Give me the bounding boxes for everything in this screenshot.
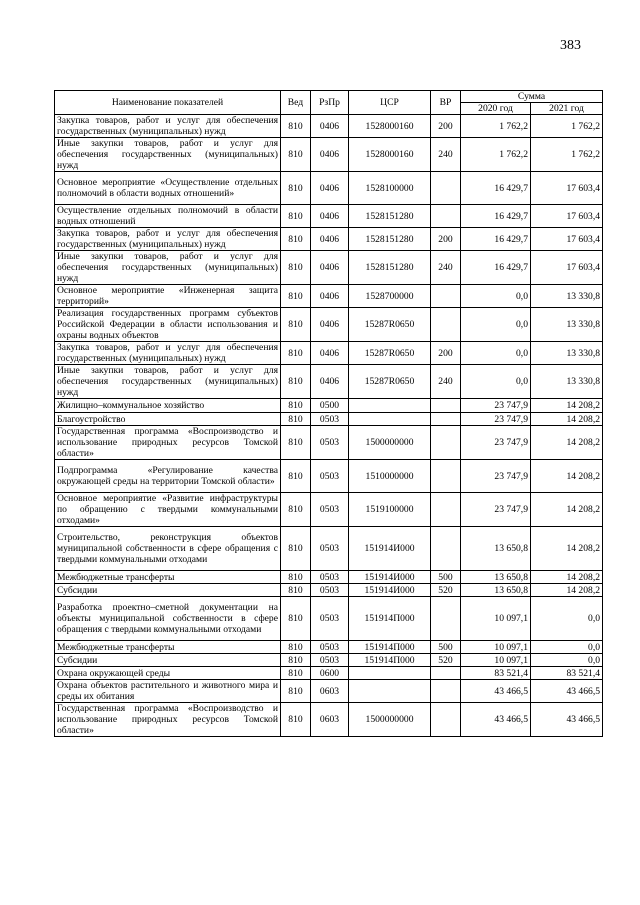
cell-rzpr: 0406 [311,138,349,172]
cell-y2020: 43 466,5 [461,680,531,703]
cell-csr [349,399,431,413]
cell-vr [431,413,461,426]
cell-name: Основное мероприятие «Осуществление отдельных полномочий в области водных отношений» [55,172,281,205]
cell-rzpr: 0603 [311,680,349,703]
cell-y2020: 0,0 [461,342,531,365]
cell-y2020: 0,0 [461,365,531,399]
cell-csr: 15287R0650 [349,342,431,365]
cell-y2020: 10 097,1 [461,641,531,654]
cell-rzpr: 0503 [311,571,349,584]
cell-rzpr: 0503 [311,527,349,571]
cell-ved: 810 [281,584,311,597]
cell-csr: 1500000000 [349,426,431,460]
cell-ved: 810 [281,667,311,680]
cell-vr: 520 [431,654,461,667]
cell-ved: 810 [281,342,311,365]
cell-name: Государственная программа «Воспроизводство и использование природных ресурсов Томской области» [55,426,281,460]
cell-vr: 500 [431,641,461,654]
cell-csr: 1528100000 [349,172,431,205]
cell-csr: 1510000000 [349,460,431,493]
cell-ved: 810 [281,285,311,308]
cell-y2021: 1 762,2 [531,138,603,172]
cell-y2020: 1 762,2 [461,115,531,138]
cell-rzpr: 0406 [311,365,349,399]
cell-rzpr: 0406 [311,228,349,251]
cell-vr: 500 [431,571,461,584]
table-row [55,228,603,251]
cell-csr [349,680,431,703]
cell-y2021: 17 603,4 [531,228,603,251]
cell-vr: 200 [431,228,461,251]
cell-name: Субсидии [55,584,281,597]
cell-rzpr: 0503 [311,413,349,426]
cell-ved: 810 [281,703,311,737]
cell-ved: 810 [281,308,311,342]
cell-y2020: 10 097,1 [461,654,531,667]
cell-ved: 810 [281,228,311,251]
table-row [55,571,603,584]
cell-vr [431,597,461,641]
cell-ved: 810 [281,460,311,493]
table-row [55,703,603,737]
table-row [55,138,603,172]
cell-y2021: 17 603,4 [531,251,603,285]
cell-ved: 810 [281,641,311,654]
cell-vr [431,667,461,680]
table-row [55,667,603,680]
cell-ved: 810 [281,493,311,527]
cell-y2021: 13 330,8 [531,365,603,399]
cell-y2020: 16 429,7 [461,172,531,205]
cell-vr: 200 [431,115,461,138]
cell-y2021: 14 208,2 [531,584,603,597]
cell-ved: 810 [281,413,311,426]
table-row [55,527,603,571]
cell-rzpr: 0503 [311,641,349,654]
cell-ved: 810 [281,571,311,584]
cell-csr: 1528151280 [349,251,431,285]
cell-y2021: 1 762,2 [531,115,603,138]
cell-rzpr: 0503 [311,426,349,460]
cell-y2020: 23 747,9 [461,493,531,527]
cell-rzpr: 0406 [311,342,349,365]
cell-csr: 1528000160 [349,115,431,138]
table-row [55,413,603,426]
cell-y2021: 83 521,4 [531,667,603,680]
cell-csr: 15287R0650 [349,308,431,342]
cell-y2021: 17 603,4 [531,172,603,205]
cell-vr [431,285,461,308]
cell-vr [431,308,461,342]
cell-rzpr: 0500 [311,399,349,413]
header-year-2020: 2020 год [461,103,531,115]
table-row [55,251,603,285]
cell-y2020: 1 762,2 [461,138,531,172]
cell-y2021: 17 603,4 [531,205,603,228]
cell-name: Межбюджетные трансферты [55,571,281,584]
cell-y2020: 43 466,5 [461,703,531,737]
header-year-2021: 2021 год [531,103,603,115]
cell-rzpr: 0406 [311,308,349,342]
cell-y2020: 16 429,7 [461,228,531,251]
cell-name: Подпрограмма «Регулирование качества окружающей среды на территории Томской области» [55,460,281,493]
cell-csr [349,413,431,426]
cell-y2020: 13 650,8 [461,584,531,597]
cell-csr: 1528700000 [349,285,431,308]
cell-csr: 151914И000 [349,584,431,597]
cell-name: Разработка проектно–сметной документации на объекты муниципальной собственности в сфере обращения с твердыми коммунальными отходами [55,597,281,641]
cell-y2021: 14 208,2 [531,493,603,527]
cell-y2020: 10 097,1 [461,597,531,641]
cell-name: Реализация государственных программ субъектов Российской Федерации в области использования и охраны водных объектов [55,308,281,342]
cell-rzpr: 0600 [311,667,349,680]
header-csr: ЦСР [349,91,431,115]
table-row [55,680,603,703]
table-row [55,365,603,399]
cell-vr [431,399,461,413]
cell-y2020: 23 747,9 [461,426,531,460]
table-row [55,641,603,654]
cell-y2021: 13 330,8 [531,285,603,308]
cell-name: Благоустройство [55,413,281,426]
cell-y2021: 14 208,2 [531,527,603,571]
cell-ved: 810 [281,527,311,571]
cell-name: Межбюджетные трансферты [55,641,281,654]
table-row [55,308,603,342]
cell-name: Охрана объектов растительного и животного мира и среды их обитания [55,680,281,703]
cell-vr: 240 [431,365,461,399]
cell-rzpr: 0406 [311,285,349,308]
table-row [55,426,603,460]
cell-y2020: 13 650,8 [461,527,531,571]
cell-vr [431,703,461,737]
table-row [55,205,603,228]
cell-y2020: 0,0 [461,285,531,308]
table-row [55,654,603,667]
header-ved: Вед [281,91,311,115]
cell-vr [431,493,461,527]
cell-name: Закупка товаров, работ и услуг для обеспечения государственных (муниципальных) нужд [55,115,281,138]
table-row [55,493,603,527]
cell-vr: 200 [431,342,461,365]
cell-y2021: 0,0 [531,641,603,654]
budget-table [54,90,603,737]
cell-name: Иные закупки товаров, работ и услуг для обеспечения государственных (муниципальных) нужд [55,138,281,172]
cell-csr: 1528000160 [349,138,431,172]
cell-rzpr: 0406 [311,205,349,228]
table-row [55,285,603,308]
cell-csr: 151914П000 [349,641,431,654]
cell-vr: 240 [431,138,461,172]
cell-vr: 240 [431,251,461,285]
table-row [55,172,603,205]
cell-name: Иные закупки товаров, работ и услуг для обеспечения государственных (муниципальных) нужд [55,365,281,399]
table-row [55,460,603,493]
header-rzpr: РзПр [311,91,349,115]
cell-y2020: 23 747,9 [461,399,531,413]
header-name: Наименование показателей [55,91,281,115]
table-row [55,597,603,641]
cell-ved: 810 [281,597,311,641]
cell-vr: 520 [431,584,461,597]
cell-ved: 810 [281,138,311,172]
cell-csr: 151914П000 [349,597,431,641]
header-vr: ВР [431,91,461,115]
cell-name: Жилищно–коммунальное хозяйство [55,399,281,413]
cell-ved: 810 [281,654,311,667]
cell-y2020: 23 747,9 [461,460,531,493]
cell-csr: 15287R0650 [349,365,431,399]
cell-y2021: 14 208,2 [531,571,603,584]
table-row [55,115,603,138]
cell-y2021: 13 330,8 [531,342,603,365]
page-number: 383 [560,38,581,53]
cell-rzpr: 0406 [311,251,349,285]
cell-y2021: 13 330,8 [531,308,603,342]
cell-vr [431,426,461,460]
table-row [55,342,603,365]
cell-y2021: 14 208,2 [531,426,603,460]
cell-name: Строительство, реконструкция объектов муниципальной собственности в сфере обращения с твердыми коммунальными отходами [55,527,281,571]
cell-vr [431,205,461,228]
cell-rzpr: 0503 [311,654,349,667]
cell-y2020: 16 429,7 [461,205,531,228]
cell-ved: 810 [281,205,311,228]
cell-y2021: 43 466,5 [531,703,603,737]
cell-csr [349,667,431,680]
cell-rzpr: 0503 [311,493,349,527]
cell-csr: 1528151280 [349,228,431,251]
cell-name: Основное мероприятие «Инженерная защита территорий» [55,285,281,308]
cell-csr: 151914П000 [349,654,431,667]
cell-name: Закупка товаров, работ и услуг для обеспечения государственных (муниципальных) нужд [55,342,281,365]
cell-y2021: 14 208,2 [531,460,603,493]
cell-vr [431,680,461,703]
cell-y2021: 43 466,5 [531,680,603,703]
cell-y2020: 83 521,4 [461,667,531,680]
cell-name: Субсидии [55,654,281,667]
cell-rzpr: 0503 [311,597,349,641]
cell-y2021: 14 208,2 [531,413,603,426]
cell-ved: 810 [281,365,311,399]
cell-rzpr: 0503 [311,584,349,597]
cell-y2021: 0,0 [531,654,603,667]
cell-y2021: 14 208,2 [531,399,603,413]
cell-name: Государственная программа «Воспроизводство и использование природных ресурсов Томской области» [55,703,281,737]
cell-ved: 810 [281,172,311,205]
cell-y2020: 23 747,9 [461,413,531,426]
cell-name: Охрана окружающей среды [55,667,281,680]
cell-y2021: 0,0 [531,597,603,641]
cell-ved: 810 [281,115,311,138]
cell-csr: 151914И000 [349,527,431,571]
cell-y2020: 13 650,8 [461,571,531,584]
table-row [55,584,603,597]
header-sum: Сумма [461,91,603,103]
cell-ved: 810 [281,399,311,413]
cell-vr [431,460,461,493]
cell-rzpr: 0406 [311,172,349,205]
cell-csr: 1500000000 [349,703,431,737]
cell-y2020: 16 429,7 [461,251,531,285]
table-row [55,399,603,413]
cell-rzpr: 0406 [311,115,349,138]
table-body [55,115,603,737]
cell-y2020: 0,0 [461,308,531,342]
cell-ved: 810 [281,251,311,285]
cell-ved: 810 [281,426,311,460]
cell-name: Иные закупки товаров, работ и услуг для обеспечения государственных (муниципальных) нужд [55,251,281,285]
cell-csr: 1519100000 [349,493,431,527]
cell-name: Основное мероприятие «Развитие инфраструктуры по обращению с твердыми коммунальными отходами» [55,493,281,527]
cell-ved: 810 [281,680,311,703]
cell-name: Закупка товаров, работ и услуг для обеспечения государственных (муниципальных) нужд [55,228,281,251]
cell-rzpr: 0503 [311,460,349,493]
cell-vr [431,172,461,205]
cell-csr: 1528151280 [349,205,431,228]
cell-vr [431,527,461,571]
cell-name: Осуществление отдельных полномочий в области водных отношений [55,205,281,228]
cell-csr: 151914И000 [349,571,431,584]
cell-rzpr: 0603 [311,703,349,737]
